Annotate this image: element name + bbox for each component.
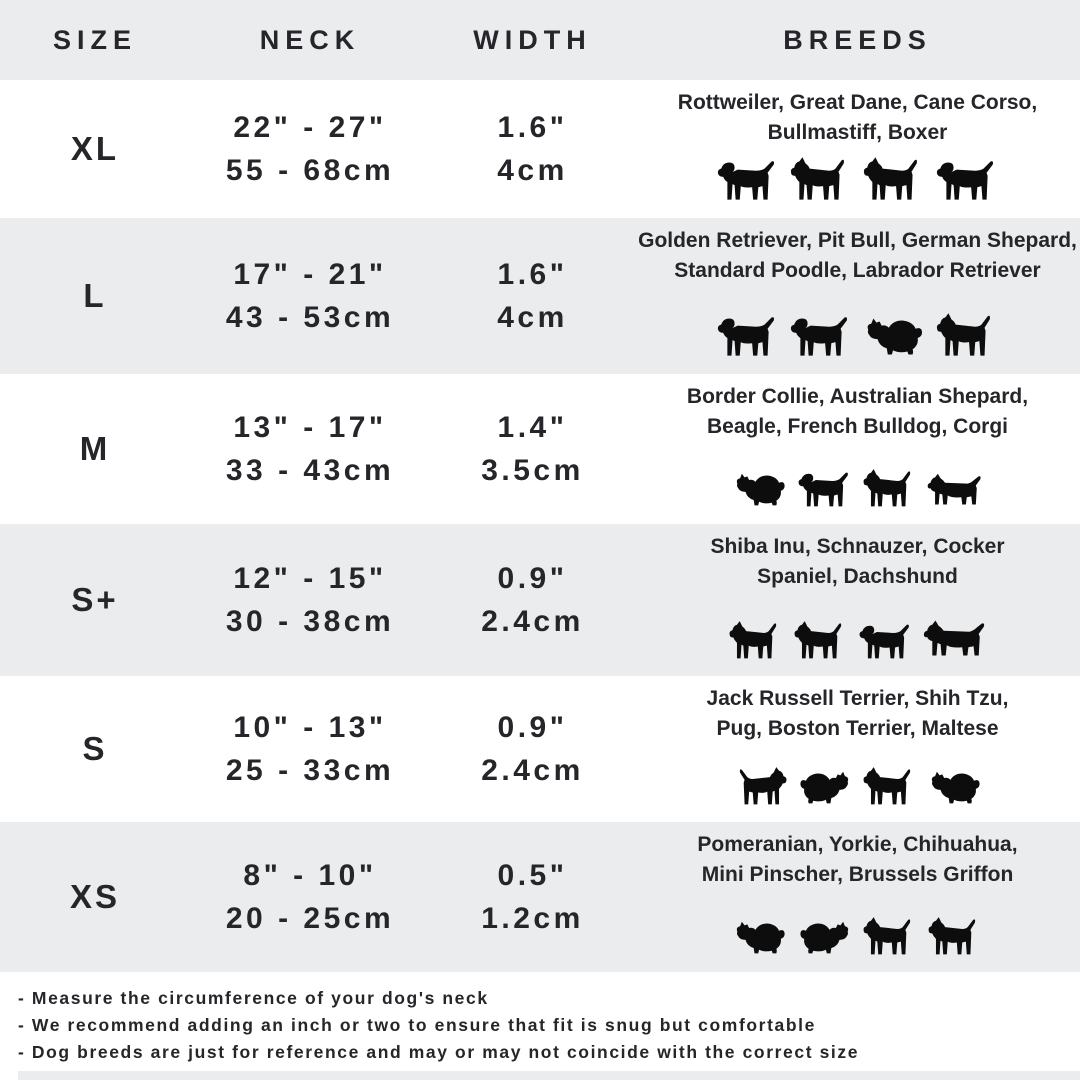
french-bulldog-icon: [861, 468, 919, 512]
breeds-list-line2: Mini Pinscher, Brussels Griffon: [701, 863, 1014, 886]
dachshund-icon: [922, 614, 988, 664]
table-row-xs: [0, 822, 1080, 972]
beagle-icon: [796, 468, 854, 512]
corgi-icon: [926, 468, 984, 512]
pit-bull-icon: [788, 312, 854, 362]
column-header-size: SIZE: [52, 24, 137, 55]
dog-silhouettes: [731, 468, 984, 512]
breeds-list-line1: Jack Russell Terrier, Shih Tzu,: [706, 687, 1009, 710]
breeds-list-line1: Border Collie, Australian Shepard,: [686, 385, 1029, 408]
neck-inches: 8" - 10": [243, 859, 377, 892]
width-inches: 0.9": [497, 711, 568, 744]
maltese-icon: [926, 766, 984, 810]
breeds-list-line1: Rottweiler, Great Dane, Cane Corso,: [677, 91, 1038, 114]
width-cm: 1.2cm: [481, 902, 584, 935]
width-cm: 4cm: [497, 154, 568, 187]
german-shepard-icon: [934, 312, 1000, 362]
note-recommend: - We recommend adding an inch or two to ensure that fit is snug but comfortable: [18, 1015, 816, 1035]
column-header-width: WIDTH: [473, 24, 592, 55]
width-cm: 4cm: [497, 301, 568, 334]
size-label: S: [82, 730, 108, 767]
breeds-list-line2: Pug, Boston Terrier, Maltese: [716, 717, 999, 740]
neck-inches: 10" - 13": [233, 711, 387, 744]
size-label: M: [79, 430, 111, 467]
neck-cm: 25 - 33cm: [225, 754, 395, 787]
table-row-xl: [0, 80, 1080, 218]
table-header: [0, 0, 1080, 80]
bullmastiff-icon: [934, 156, 1000, 206]
column-header-neck: NECK: [259, 24, 361, 55]
neck-cm: 55 - 68cm: [225, 154, 395, 187]
size-label: XL: [70, 130, 120, 167]
width-inches: 1.6": [497, 111, 568, 144]
breeds-list-line1: Shiba Inu, Schnauzer, Cocker: [710, 535, 1005, 558]
dog-silhouettes: [727, 614, 988, 664]
cane-corso-icon: [861, 156, 927, 206]
neck-inches: 22" - 27": [233, 111, 387, 144]
jack-russell-terrier-icon: [731, 766, 789, 810]
breeds-list-line2: Bullmastiff, Boxer: [767, 121, 948, 144]
dog-silhouettes: [731, 766, 984, 810]
size-label: S+: [71, 581, 119, 618]
neck-cm: 43 - 53cm: [225, 301, 395, 334]
size-label: XS: [69, 878, 121, 915]
breeds-list-line1: Pomeranian, Yorkie, Chihuahua,: [697, 833, 1018, 856]
schnauzer-icon: [792, 620, 850, 664]
bottom-bar: [18, 1071, 1080, 1080]
note-measure: - Measure the circumference of your dog's neck: [18, 988, 489, 1008]
neck-inches: 12" - 15": [233, 562, 387, 595]
cocker-spaniel-icon: [857, 620, 915, 664]
table-row-s-plus: [0, 524, 1080, 676]
neck-cm: 20 - 25cm: [225, 902, 395, 935]
pug-icon: [861, 766, 919, 810]
yorkie-icon: [796, 916, 854, 960]
width-cm: 3.5cm: [481, 454, 584, 487]
chihuahua-icon: [861, 916, 919, 960]
width-cm: 2.4cm: [481, 605, 584, 638]
column-header-breeds: BREEDS: [783, 24, 932, 55]
width-inches: 1.6": [497, 258, 568, 291]
width-inches: 1.4": [497, 411, 568, 444]
neck-inches: 13" - 17": [233, 411, 387, 444]
table-row-l: [0, 218, 1080, 374]
golden-retriever-icon: [715, 312, 781, 362]
neck-cm: 33 - 43cm: [225, 454, 395, 487]
neck-cm: 30 - 38cm: [225, 605, 395, 638]
table-row-m: [0, 374, 1080, 524]
rottweiler-icon: [715, 156, 781, 206]
note-reference: - Dog breeds are just for reference and may or may not coincide with the correct size: [18, 1042, 860, 1062]
great-dane-icon: [788, 156, 854, 206]
size-label: L: [83, 277, 107, 314]
width-inches: 0.5": [497, 859, 568, 892]
australian-shepard-icon: [731, 468, 789, 512]
neck-inches: 17" - 21": [233, 258, 387, 291]
table-row-s: [0, 676, 1080, 822]
width-inches: 0.9": [497, 562, 568, 595]
poodle-icon: [861, 312, 927, 362]
breeds-list-line1: Golden Retriever, Pit Bull, German Shepard,: [638, 229, 1077, 252]
mini-pinscher-icon: [926, 916, 984, 960]
breeds-list-line2: Standard Poodle, Labrador Retriever: [674, 259, 1041, 282]
width-cm: 2.4cm: [481, 754, 584, 787]
dog-silhouettes: [731, 916, 984, 960]
dog-silhouettes: [715, 312, 1000, 362]
footnotes: [0, 972, 1080, 1080]
breeds-list-line2: Beagle, French Bulldog, Corgi: [706, 415, 1009, 438]
breeds-list-line2: Spaniel, Dachshund: [757, 565, 958, 588]
pomeranian-icon: [731, 916, 789, 960]
shiba-inu-icon: [727, 620, 785, 664]
shih-tzu-icon: [796, 766, 854, 810]
dog-silhouettes: [715, 156, 1000, 206]
